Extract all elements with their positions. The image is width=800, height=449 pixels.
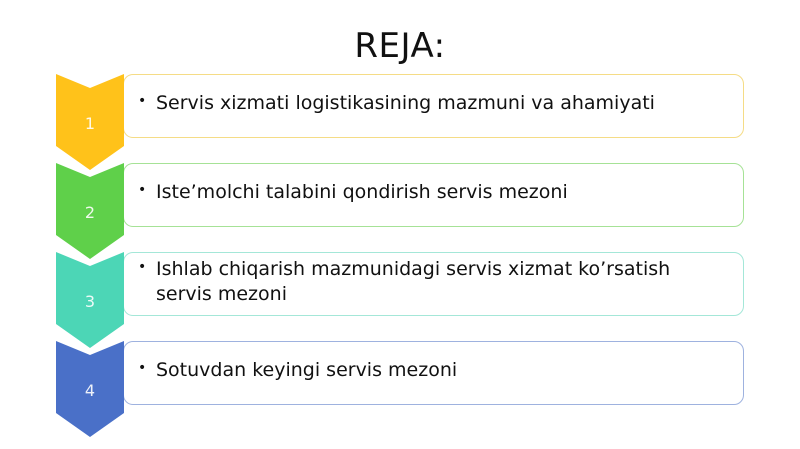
step-text-1: Servis xizmati logistikasining mazmuni va ahamiyati — [156, 92, 655, 114]
step-number-3: 3 — [84, 292, 96, 311]
slide-title: REJA: — [354, 26, 446, 66]
bullet-icon: • — [138, 259, 147, 275]
chevron-2 — [56, 163, 124, 259]
step-box-1 — [123, 74, 744, 138]
step-number-2: 2 — [84, 203, 96, 222]
chevron-4 — [56, 341, 124, 437]
step-box-3 — [123, 252, 744, 316]
bullet-icon: • — [138, 93, 147, 109]
step-number-4: 4 — [84, 381, 96, 400]
step-box-2 — [123, 163, 744, 227]
step-text-3: Ishlab chiqarish mazmunidagi servis xizmat ko’rsatish servis mezoni — [156, 258, 671, 305]
step-box-4 — [123, 341, 744, 405]
step-text-4: Sotuvdan keyingi servis mezoni — [156, 359, 458, 381]
bullet-icon: • — [138, 360, 147, 376]
step-text-2: Iste’molchi talabini qondirish servis mezoni — [156, 181, 568, 203]
chevron-3 — [56, 252, 124, 348]
step-number-1: 1 — [84, 114, 96, 133]
bullet-icon: • — [138, 182, 147, 198]
chevron-1 — [56, 74, 124, 170]
